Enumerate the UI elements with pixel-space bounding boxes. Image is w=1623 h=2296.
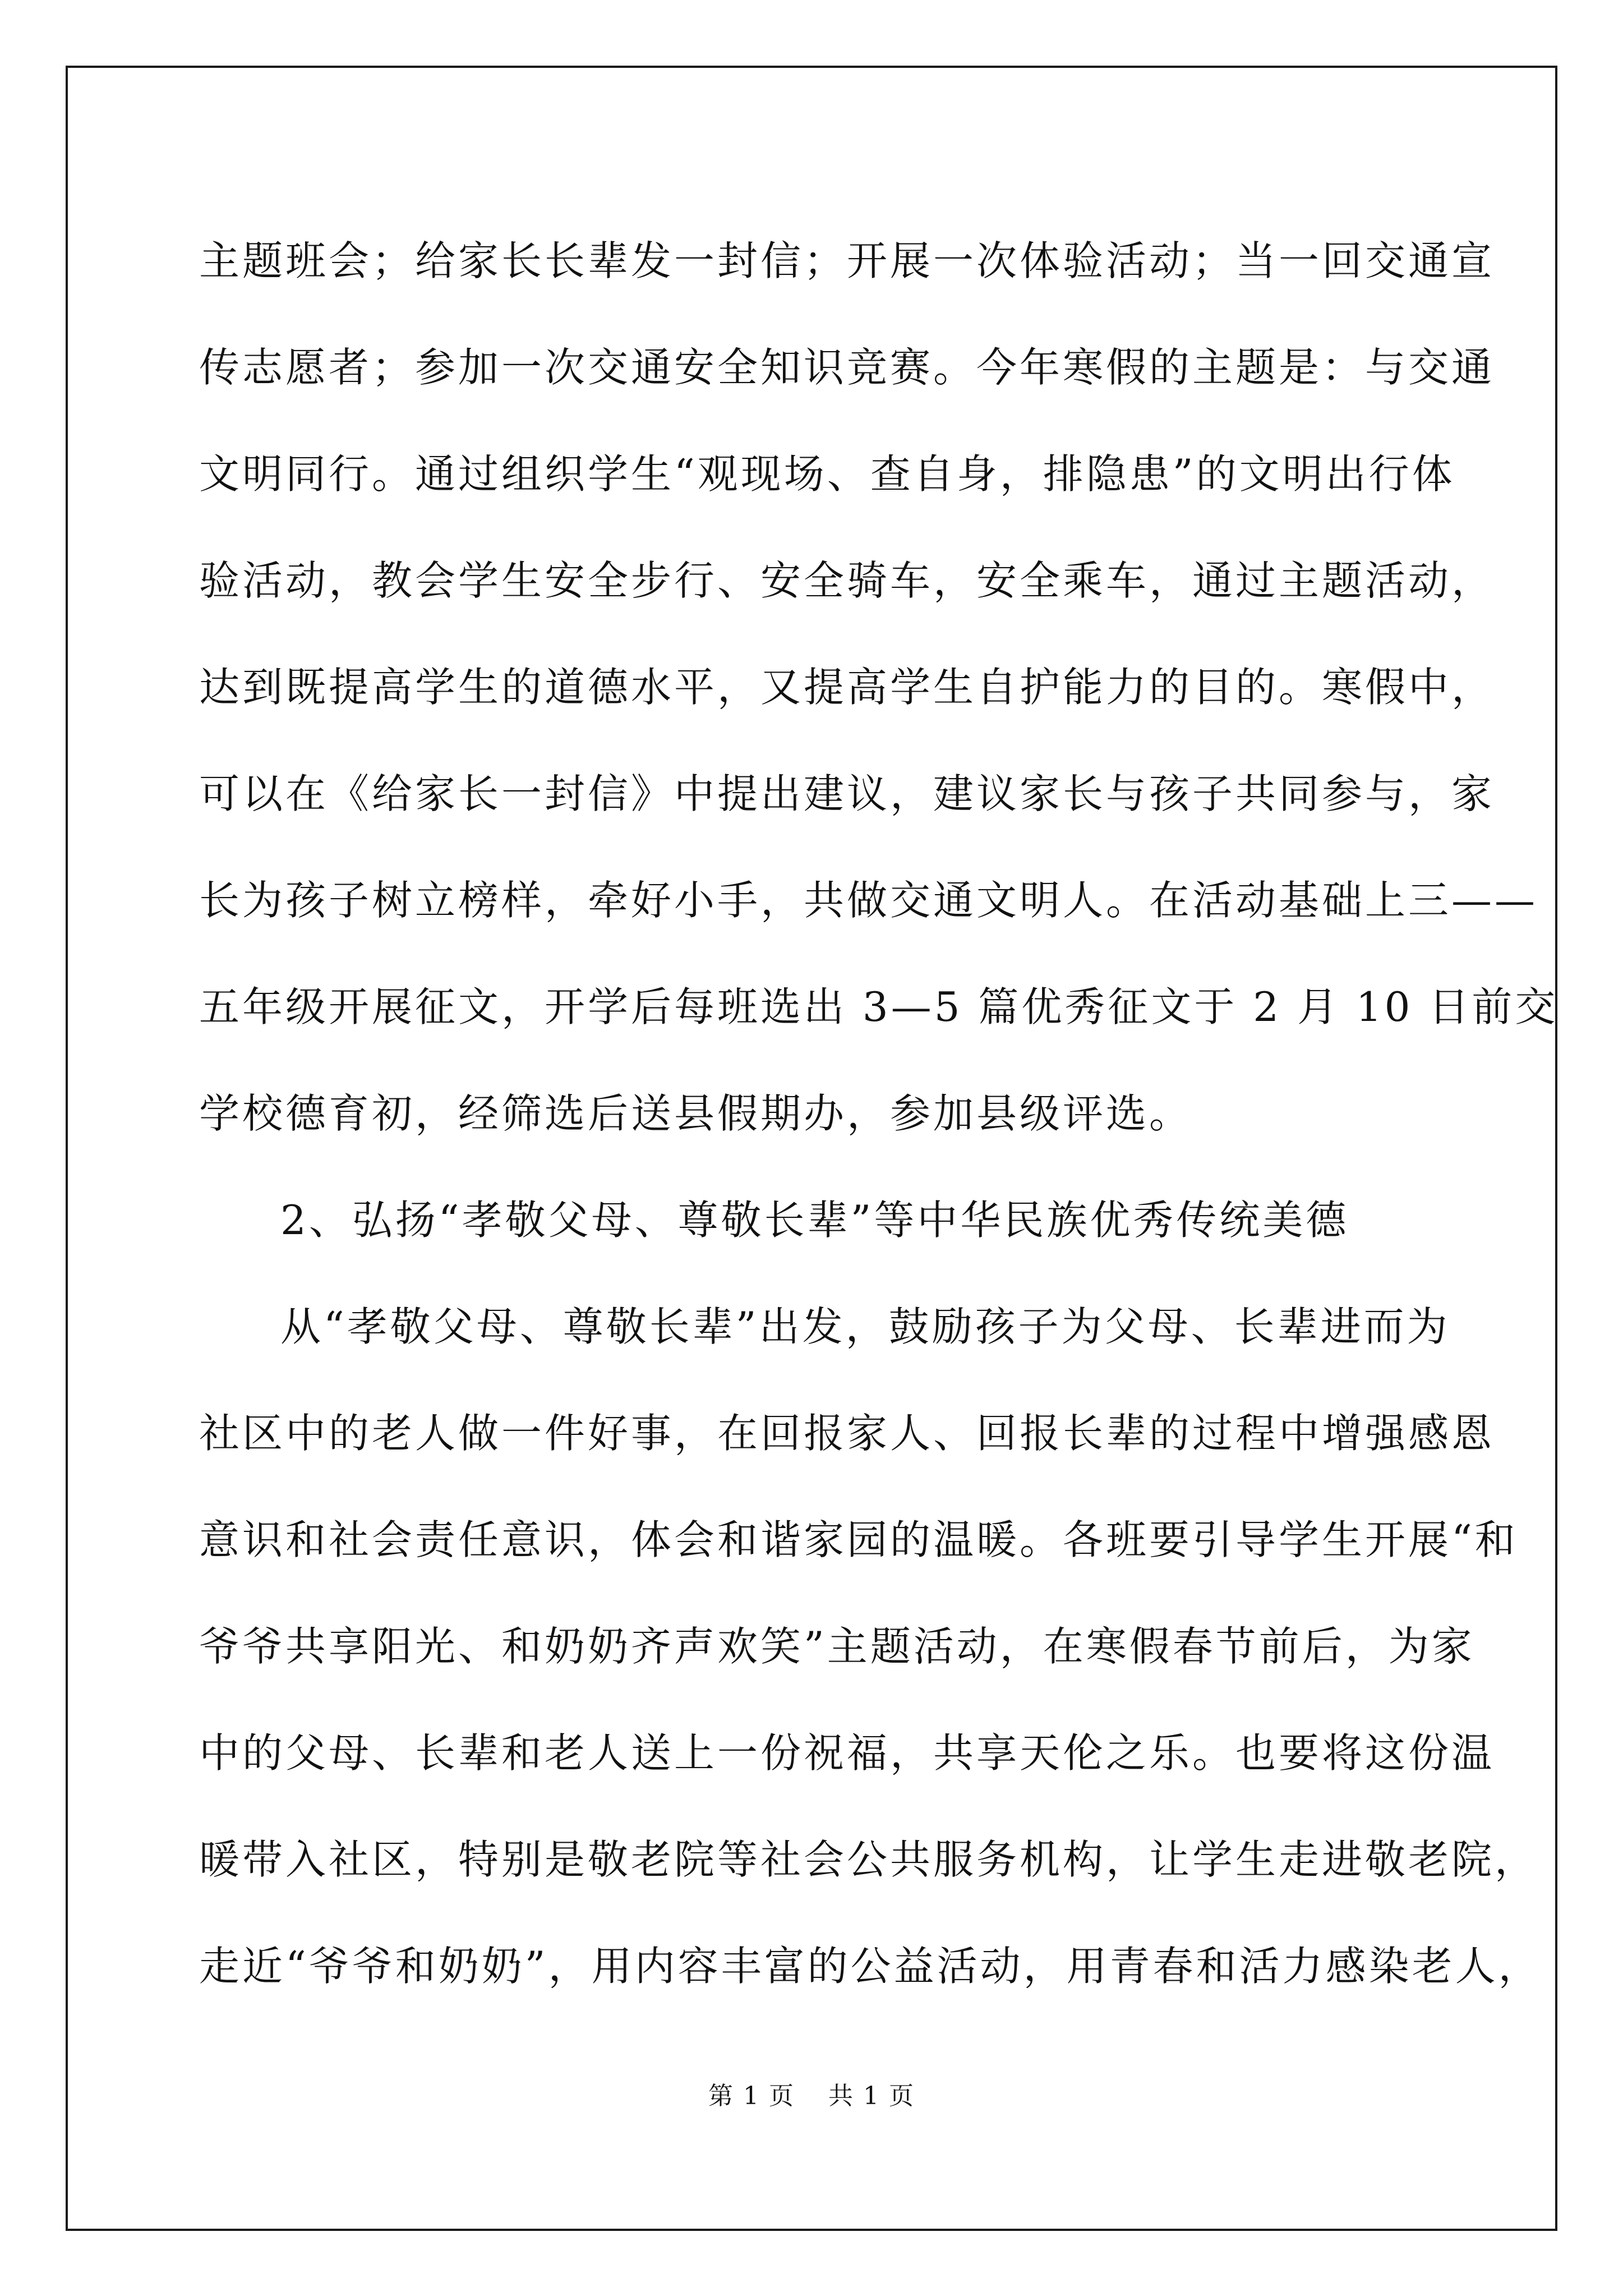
text-line: 可以在《给家长一封信》中提出建议，建议家长与孩子共同参与，家: [199, 770, 1495, 817]
text-line: 暖带入社区，特别是敬老院等社会公共服务机构，让学生走进敬老院，: [199, 1836, 1538, 1883]
text-line: 社区中的老人做一件好事，在回报家人、回报长辈的过程中增强感恩: [199, 1410, 1495, 1457]
document-body: [199, 208, 1559, 2019]
text-line: 中的父母、长辈和老人送上一份祝福，共享天伦之乐。也要将这份温: [199, 1729, 1495, 1777]
text-line: 意识和社会责任意识，体会和谐家园的温暖。各班要引导学生开展“和: [199, 1516, 1518, 1563]
text-line: 爷爷共享阳光、和奶奶齐声欢笑”主题活动，在寒假春节前后，为家: [199, 1623, 1475, 1670]
page-total: 共 1 页: [828, 2082, 915, 2110]
text-line: 验活动，教会学生安全步行、安全骑车，安全乘车，通过主题活动，: [199, 557, 1495, 604]
text-line: 主题班会；给家长长辈发一封信；开展一次体验活动；当一回交通宣: [199, 237, 1495, 284]
text-line: 五年级开展征文，开学后每班选出 3—5 篇优秀征文于 2 月 10 日前交: [199, 983, 1559, 1030]
text-line: 从“孝敬父母、尊敬长辈”出发，鼓励孩子为父母、长辈进而为: [280, 1303, 1450, 1350]
text-line: 走近“爷爷和奶奶”，用内容丰富的公益活动，用青春和活力感染老人，: [199, 1943, 1542, 1990]
text-line: 传志愿者；参加一次交通安全知识竞赛。今年寒假的主题是：与交通: [199, 344, 1495, 391]
text-line: 达到既提高学生的道德水平，又提高学生自护能力的目的。寒假中，: [199, 664, 1495, 711]
text-line: 文明同行。通过组织学生“观现场、查自身，排隐患”的文明出行体: [199, 450, 1455, 498]
text-line: 学校德育初，经筛选后送县假期办，参加县级评选。: [199, 1090, 1193, 1137]
page-footer: [0, 2076, 1623, 2111]
page-number: 第 1 页: [708, 2082, 795, 2110]
text-line: 2、弘扬“孝敬父母、尊敬长辈”等中华民族优秀传统美德: [280, 1197, 1349, 1244]
text-line: 长为孩子树立榜样，牵好小手，共做交通文明人。在活动基础上三——: [199, 877, 1538, 924]
